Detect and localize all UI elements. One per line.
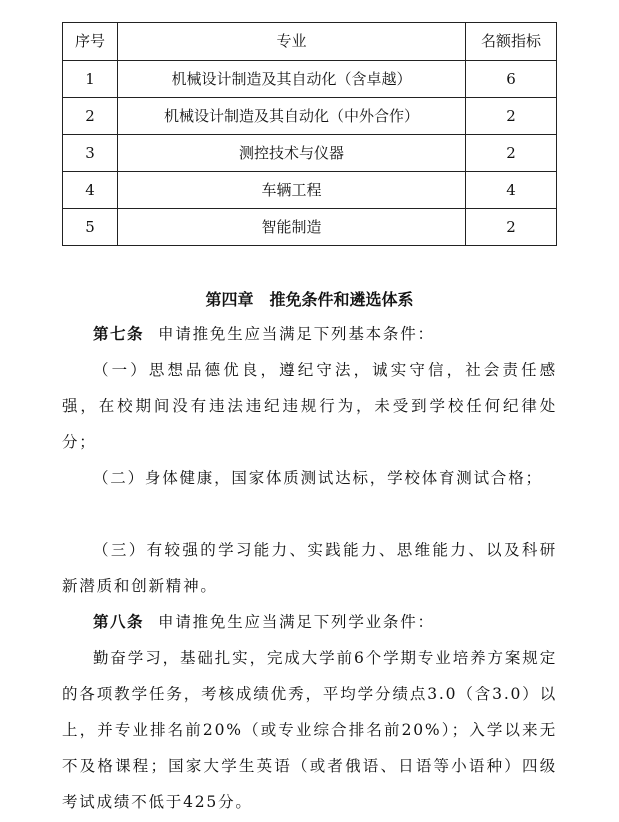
cell-major: 机械设计制造及其自动化（含卓越）: [118, 61, 466, 98]
article-8-label: 第八条: [93, 613, 145, 631]
table-header-row: [63, 23, 557, 61]
article-7-intro: [62, 316, 557, 352]
table-row: [63, 209, 557, 246]
article-7-text: 申请推免生应当满足下列基本条件：: [158, 325, 435, 343]
header-major: 专业: [118, 23, 466, 61]
table-row: [63, 98, 557, 135]
cell-quota: 2: [466, 98, 557, 135]
cell-quota: 6: [466, 61, 557, 98]
cell-no: 3: [63, 135, 118, 172]
cell-quota: 2: [466, 209, 557, 246]
cell-major: 智能制造: [118, 209, 466, 246]
chapter-title: 第四章 推免条件和遴选体系: [205, 290, 414, 309]
cell-quota: 4: [466, 172, 557, 209]
header-quota: 名额指标: [466, 23, 557, 61]
article-7-label: 第七条: [93, 325, 145, 343]
table-row: [63, 172, 557, 209]
table-row: [63, 135, 557, 172]
article-8-body: 勤奋学习，基础扎实，完成大学前6个学期专业培养方案规定的各项教学任务，考核成绩优秀，平均学分绩点3.0（含3.0）以上，并专业排名前20%（或专业综合排名前20%）；入学以来无不及格课程；国家大学生英语（或者俄语、日语等小语种）四级考试成绩不低于425分。: [62, 649, 557, 811]
quota-table: [62, 22, 557, 246]
cell-major: 车辆工程: [118, 172, 466, 209]
article-8-intro: [62, 604, 557, 640]
article-8-text: 申请推免生应当满足下列学业条件：: [158, 613, 435, 631]
article-7-item-1: （一）思想品德优良，遵纪守法，诚实守信，社会责任感强，在校期间没有违法违纪违规行为，未受到学校任何纪律处分；: [62, 361, 557, 451]
cell-no: 2: [63, 98, 118, 135]
article-7-item-3: （三）有较强的学习能力、实践能力、思维能力、以及科研新潜质和创新精神。: [62, 541, 557, 595]
article-7-item-2: （二）身体健康，国家体质测试达标，学校体育测试合格；: [93, 469, 543, 487]
cell-major: 机械设计制造及其自动化（中外合作）: [118, 98, 466, 135]
cell-no: 5: [63, 209, 118, 246]
table-row: [63, 61, 557, 98]
cell-no: 1: [63, 61, 118, 98]
cell-major: 测控技术与仪器: [118, 135, 466, 172]
cell-no: 4: [63, 172, 118, 209]
cell-quota: 2: [466, 135, 557, 172]
header-no: 序号: [63, 23, 118, 61]
